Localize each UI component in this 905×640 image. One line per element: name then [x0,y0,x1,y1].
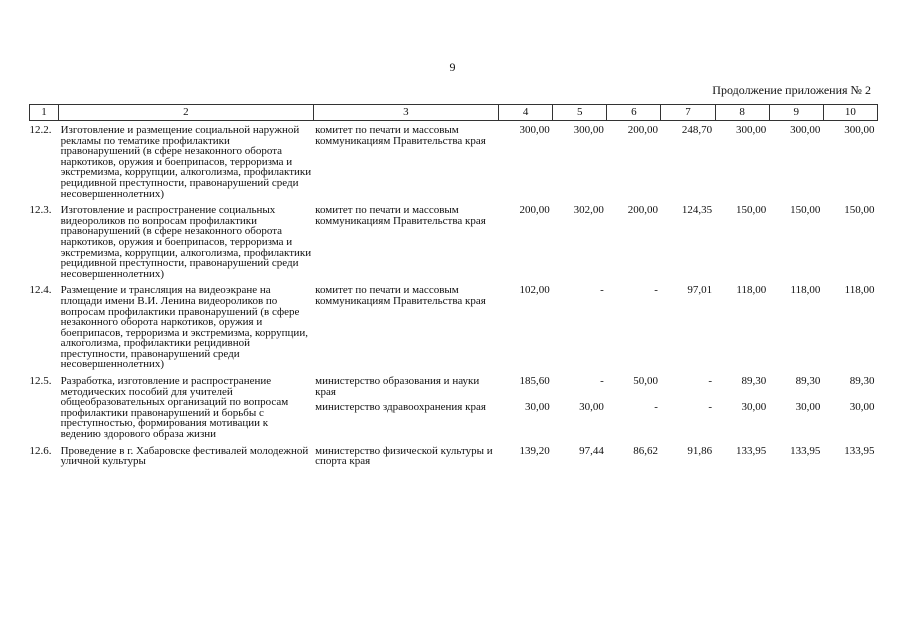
page-number: 9 [449,60,456,74]
funding-value-cell [769,281,823,372]
column-header: 3 [313,105,498,121]
column-header: 4 [499,105,553,121]
item-number: 12.5. [29,375,52,388]
funding-value: 150,00 [735,204,767,217]
table-body [30,121,878,469]
executor-name: министерство здравоохранения края [315,401,486,414]
funding-value-cell [553,201,607,281]
funding-value-cell [553,121,607,202]
funding-value-cell [661,201,715,281]
funding-value-cell [607,281,661,372]
funding-value: - [600,375,604,388]
funding-value-cell [715,121,769,202]
column-header: 7 [661,105,715,121]
funding-value: 86,62 [633,444,658,457]
item-number: 12.3. [29,204,52,217]
funding-value-cell [661,121,715,202]
funding-value-cell [553,442,607,469]
funding-value: 91,86 [687,444,713,457]
funding-value: 150,00 [844,204,875,217]
executor-name: министерство физической культуры и спорта края [315,444,493,468]
funding-value: 30,00 [741,400,767,413]
funding-value: 30,00 [795,400,821,413]
funding-value-cell [607,372,661,442]
funding-value-cell [499,372,553,442]
funding-value-cell [553,372,607,442]
table-row [30,201,878,281]
funding-value: 118,00 [844,284,875,297]
funding-value: 118,00 [790,284,821,297]
funding-value-cell [769,121,823,202]
funding-value: - [708,375,713,388]
funding-value: - [654,400,658,413]
funding-value: 300,00 [844,124,875,136]
funding-value: 89,30 [795,375,821,388]
measure-description: Изготовление и распространение социальных видеороликов по вопросам профилактики правонарушений (в сфере незаконного оборота наркотиков, оружия и боеприпасов, терроризма и экстремизма, коррупции, алкоголизма, профилактики рецидивной преступности, правонарушений среди несовершеннолетних) [60,204,312,280]
funding-value: 248,70 [681,124,713,136]
funding-value: 300,00 [573,124,604,136]
funding-value-cell [499,201,553,281]
funding-value-cell [661,281,715,372]
executor-cell [313,372,498,442]
program-measures-table [29,104,878,469]
column-header: 1 [30,105,59,121]
funding-value-cell [769,201,823,281]
funding-value: 102,00 [519,284,550,297]
table-row [30,372,878,442]
funding-value-cell [499,442,553,469]
executor-name: комитет по печати и массовым коммуникациям Правительства края [315,124,486,147]
column-header: 5 [553,105,607,121]
funding-value: 89,30 [849,375,875,388]
funding-value-cell [607,201,661,281]
funding-value: 133,95 [844,444,875,457]
table-row [30,442,878,469]
funding-value: 30,00 [579,400,604,413]
funding-value-cell [607,442,661,469]
table-row [30,281,878,372]
funding-value-cell [823,442,877,469]
column-header: 8 [715,105,769,121]
measure-description: Разработка, изготовление и распространение методических пособий для учителей общеобразовательных организаций по вопросам профилактики правонарушений и борьбы с преступностью, формирования мотивации к ведению здорового образа жизни [60,375,289,441]
funding-value: 200,00 [519,204,550,217]
funding-value-cell [553,281,607,372]
executor-name: комитет по печати и массовым коммуникациям Правительства края [315,204,486,227]
column-header: 10 [823,105,877,121]
funding-value-cell [715,201,769,281]
funding-value: - [600,284,604,297]
column-header: 2 [59,105,314,121]
executor-name: министерство образования и науки края [315,375,480,398]
funding-value: 118,00 [736,284,767,297]
funding-value: 200,00 [627,124,658,136]
funding-value-cell [661,372,715,442]
funding-value: 30,00 [849,400,875,413]
funding-value-cell [499,121,553,202]
funding-value: - [708,400,713,413]
funding-value-cell [823,121,877,202]
funding-value-cell [607,121,661,202]
funding-value: 200,00 [627,204,658,217]
column-header: 6 [607,105,661,121]
funding-value: 300,00 [790,124,821,136]
funding-value-cell [715,442,769,469]
funding-value: 89,30 [741,375,767,388]
appendix-continuation-label: Продолжение приложения № 2 [712,83,871,97]
executor-name: комитет по печати и массовым коммуникациям Правительства края [315,284,486,307]
funding-value: 97,44 [579,444,604,457]
funding-value: 150,00 [790,204,821,217]
funding-value-cell [823,281,877,372]
column-header: 9 [769,105,823,121]
funding-value: 124,35 [681,204,713,217]
funding-value: 50,00 [633,375,658,388]
measure-description: Проведение в г. Хабаровске фестивалей молодежной уличной культуры [60,444,309,468]
executor-cell [313,201,498,281]
funding-value-cell [823,201,877,281]
funding-value-cell [823,372,877,442]
funding-value-cell [715,281,769,372]
column-number-header-row [30,105,878,121]
executor-cell [313,281,498,372]
funding-value: - [654,284,658,297]
funding-value: 30,00 [524,400,550,413]
item-number: 12.2. [29,124,52,136]
funding-value-cell [769,372,823,442]
funding-value: 133,95 [790,444,821,457]
item-number: 12.6. [29,444,52,457]
funding-value: 302,00 [573,204,604,217]
funding-value: 300,00 [519,124,550,136]
funding-value: 97,01 [687,284,713,297]
funding-value-cell [769,442,823,469]
funding-value-cell [499,281,553,372]
executor-cell [313,442,498,469]
funding-value: 300,00 [735,124,767,136]
funding-value-cell [661,442,715,469]
funding-value-cell [715,372,769,442]
funding-value: 185,60 [519,375,550,388]
item-number: 12.4. [29,284,52,297]
funding-value: 133,95 [735,444,767,457]
measure-description: Размещение и трансляция на видеоэкране на площади имени В.И. Ленина видеороликов по вопросам профилактики правонарушений (в сфере незаконного оборота наркотиков, оружия и боеприпасов, терроризма и экстремизма, коррупции, алкоголизма, профилактики рецидивной преступности, правонарушений среди несовершеннолетних) [60,284,308,371]
executor-cell [313,121,498,202]
funding-value: 139,20 [519,444,550,457]
measure-description: Изготовление и размещение социальной наружной рекламы по тематике профилактики правонарушений (в сфере незаконного оборота наркотиков, оружия и боеприпасов, терроризма и экстремизма, коррупции, алкоголизма, профилактики рецидивной преступности, правонарушений среди несовершеннолетних) [60,124,312,200]
table-row [30,121,878,202]
